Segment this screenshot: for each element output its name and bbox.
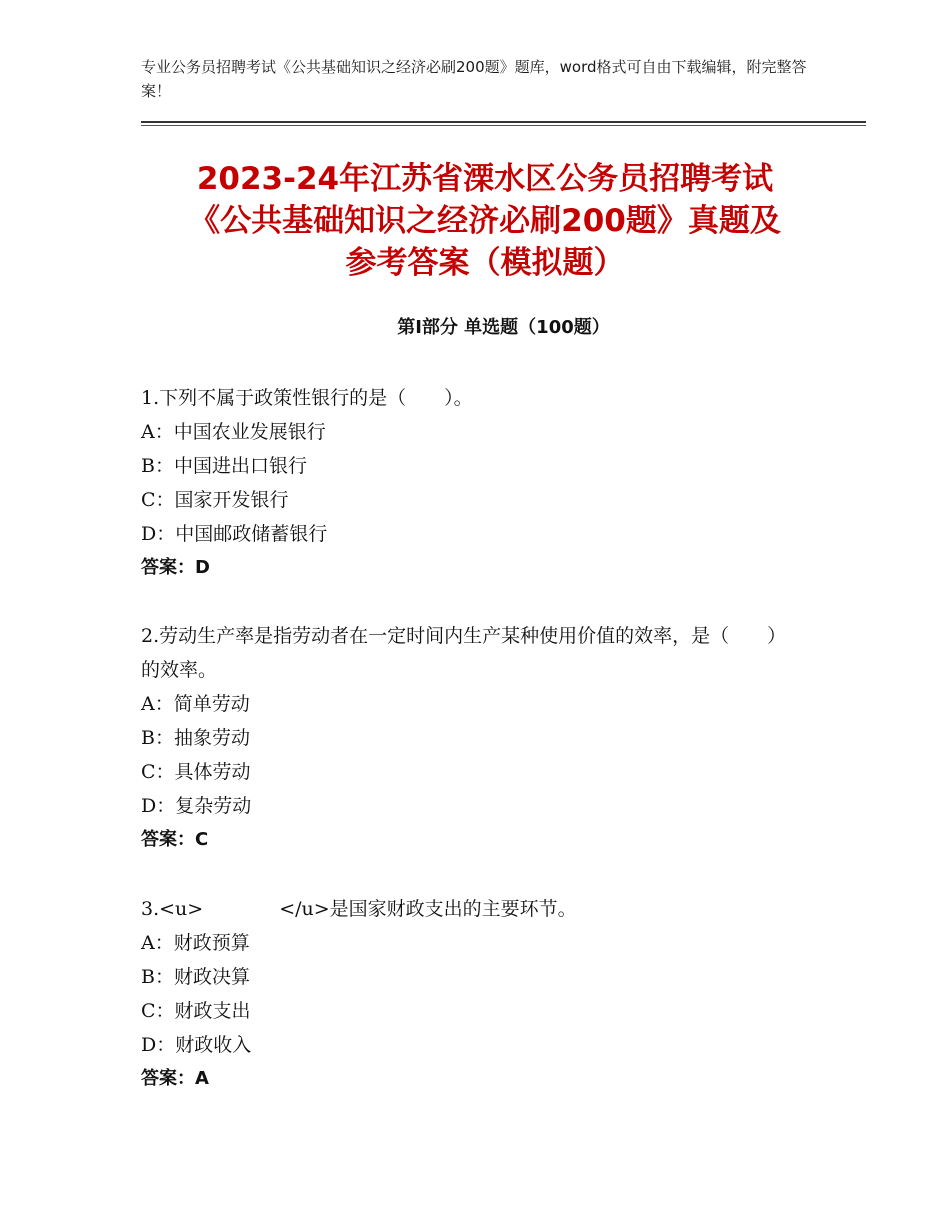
option-b: B：中国进出口银行	[141, 455, 307, 477]
option-d: D：复杂劳动	[141, 795, 252, 817]
answer-label: 答案：D	[141, 557, 210, 578]
answer-label: 答案：C	[141, 829, 209, 850]
answer-label: 答案：A	[141, 1068, 209, 1089]
title-line-1: 2023-24年江苏省溧水区公务员招聘考试	[196, 161, 774, 197]
document-title	[100, 158, 870, 284]
title-line-3: 参考答案（模拟题）	[345, 245, 625, 281]
question-1	[141, 381, 841, 585]
option-c: C：具体劳动	[141, 761, 251, 783]
option-a: A：简单劳动	[141, 693, 250, 715]
option-d: D：财政收入	[141, 1034, 252, 1056]
option-b: B：抽象劳动	[141, 727, 250, 749]
section-title: 第Ⅰ部分 单选题（100题）	[397, 317, 610, 338]
question-stem: 1.下列不属于政策性银行的是（ ）。	[141, 387, 473, 409]
title-line-2: 《公共基础知识之经济必刷200题》真题及	[189, 203, 781, 239]
question-stem: 2.劳动生产率是指劳动者在一定时间内生产某种使用价值的效率，是（ ）的效率。	[141, 625, 787, 681]
header-divider	[141, 121, 866, 123]
question-stem: 3.<u> </u>是国家财政支出的主要环节。	[141, 898, 577, 920]
question-2	[141, 619, 801, 857]
option-a: A：中国农业发展银行	[141, 421, 326, 443]
header-divider-thin	[141, 125, 866, 126]
question-3	[141, 892, 841, 1096]
option-c: C：财政支出	[141, 1000, 251, 1022]
option-c: C：国家开发银行	[141, 489, 289, 511]
option-a: A：财政预算	[141, 932, 250, 954]
header-note: 专业公务员招聘考试《公共基础知识之经济必刷200题》题库，word格式可自由下载编辑，附完整答案！	[141, 58, 807, 100]
option-d: D：中国邮政储蓄银行	[141, 523, 328, 545]
option-b: B：财政决算	[141, 966, 250, 988]
